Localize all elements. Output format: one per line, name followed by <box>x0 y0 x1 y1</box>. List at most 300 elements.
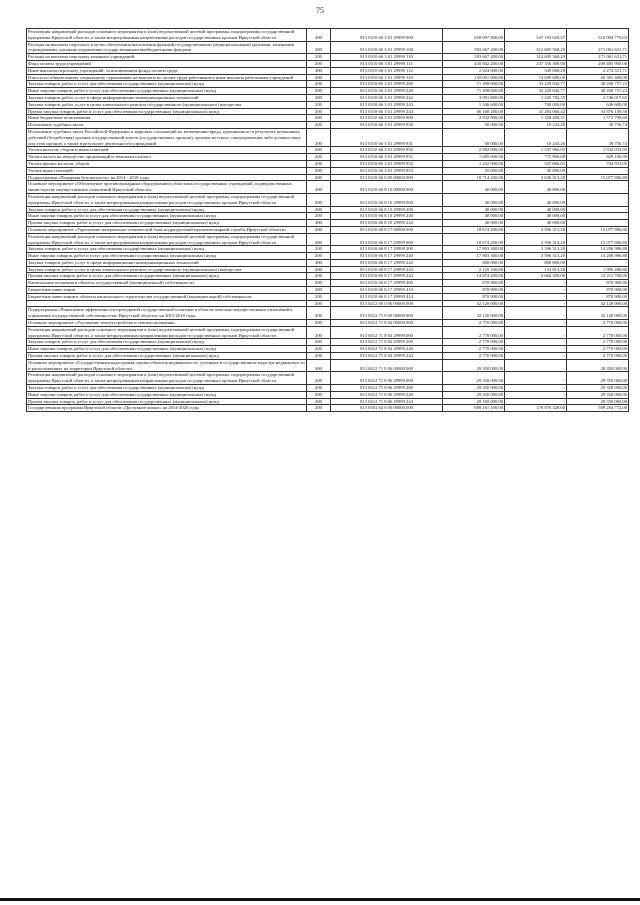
row-name: Фонд оплаты труда учреждений <box>27 60 307 67</box>
row-code-line: 200 <box>307 293 331 300</box>
row-executed-amount: 178 876 328,00 <box>505 405 567 412</box>
row-unexecuted-amount: 60 301 400,00 <box>567 74 629 81</box>
table-row <box>27 81 629 88</box>
row-name: Исполнение судебных актов Российской Федерации и мировых соглашений по возмещению вреда, причиненного в результате незаконных действий (бездействия) органов государственной власти (государственных органов), органов местного самоуправления либо должностных лиц этих органов, а также в результате деятельности учреждений <box>27 128 307 146</box>
row-name: Реализация направлений расходов основного мероприятия и (или) ведомственной целевой программы, подпрограммы государственной программы Иркутской области, а также непрограммным направлениям расходов государственных органов Иркутской области <box>27 326 307 339</box>
row-name: Реализация направлений расходов основного мероприятия и (или) ведомственной целевой программы, подпрограммы государственной программы Иркутской области, а также непрограммным направлениям расходов государственных органов Иркутской области <box>27 372 307 385</box>
row-code-line: 200 <box>307 326 331 339</box>
row-approved-amount: 2 932 000,00 <box>443 115 505 122</box>
row-unexecuted-amount: 2 770 000,00 <box>567 326 629 339</box>
row-approved-amount: 1 232 000,00 <box>443 160 505 167</box>
row-unexecuted-amount: 39 756,74 <box>567 122 629 129</box>
row-unexecuted-amount: 829 100,00 <box>567 154 629 161</box>
row-name: Основное мероприятие «Улучшение землеустройства и землепользования» <box>27 320 307 327</box>
row-executed-amount: 133 813,20 <box>505 266 567 273</box>
row-name: Основное мероприятие «Обеспечение противопожарным оборудованием областных государственных учреждений, подведомственных министерству имущественных отношений Иркутской области» <box>27 181 307 194</box>
row-unexecuted-amount: 29 350 000,00 <box>567 391 629 398</box>
row-name: Расходы на выплаты персоналу казенных учреждений <box>27 54 307 61</box>
row-unexecuted-amount: 509 284 772,00 <box>567 405 629 412</box>
row-name: Закупка товаров, работ, услуг в целях капитального ремонта государственного (муниципального) имущества <box>27 266 307 273</box>
row-unexecuted-amount: 32 120 000,00 <box>567 307 629 320</box>
row-code-line: 200 <box>307 60 331 67</box>
row-budget-code: 813 0310 66 8 10 29999 244 <box>331 220 443 227</box>
row-unexecuted-amount: 271 061 631,71 <box>567 41 629 54</box>
row-approved-amount: 71 498 600,00 <box>443 81 505 88</box>
table-row <box>27 259 629 266</box>
row-name: Иные выплаты персоналу учреждений, за исключением фонда оплаты труда <box>27 67 307 74</box>
row-budget-code: 813 0412 71 8 00 00000 000 <box>331 307 443 320</box>
row-executed-amount: 45 000,00 <box>505 167 567 174</box>
row-code-line: 200 <box>307 154 331 161</box>
table-row <box>27 359 629 372</box>
table-row <box>27 226 629 233</box>
row-code-line: 200 <box>307 101 331 108</box>
row-code-line: 200 <box>307 266 331 273</box>
row-unexecuted-amount: 870 900,00 <box>567 293 629 300</box>
row-name: Закупка товаров, работ, услуг в сфере информационно-коммуникационных технологий <box>27 259 307 266</box>
table-row <box>27 54 629 61</box>
table-row <box>27 154 629 161</box>
row-budget-code: 813 0310 66 3 01 29999 830 <box>331 122 443 129</box>
row-executed-amount: 549 668,29 <box>505 67 567 74</box>
row-approved-amount: 658 097 800,00 <box>443 29 505 42</box>
table-row <box>27 181 629 194</box>
row-name: Прочая закупка товаров, работ и услуг для обеспечения государственных (муниципальных) нужд <box>27 353 307 360</box>
row-code-line: 200 <box>307 193 331 206</box>
table-row <box>27 167 629 174</box>
row-executed-amount: - <box>505 339 567 346</box>
row-code-line: 200 <box>307 88 331 95</box>
row-executed-amount: 1 347 966,05 <box>505 147 567 154</box>
row-executed-amount: - <box>505 300 567 307</box>
row-name: Уплата налогов, сборов и иных платежей <box>27 147 307 154</box>
row-approved-amount: 18 714 200,00 <box>443 174 505 181</box>
budget-table-body <box>27 29 629 412</box>
row-code-line: 200 <box>307 181 331 194</box>
row-unexecuted-amount: 646 600,00 <box>567 101 629 108</box>
row-budget-code: 813 0310 66 3 01 29999 851 <box>331 154 443 161</box>
row-approved-amount: 2 770 000,00 <box>443 353 505 360</box>
table-row <box>27 94 629 101</box>
row-budget-code: 813 0310 66 3 01 29999 111 <box>331 60 443 67</box>
row-unexecuted-amount: 870 900,00 <box>567 287 629 294</box>
row-unexecuted-amount: - <box>567 259 629 266</box>
row-approved-amount: 50 000,00 <box>443 122 505 129</box>
row-name: Подпрограмма «Пожарная безопасность» на 2014 - 2018 годы <box>27 174 307 181</box>
row-executed-amount: 40 000,00 <box>505 193 567 206</box>
row-approved-amount: 870 900,00 <box>443 293 505 300</box>
row-executed-amount: 775 900,00 <box>505 154 567 161</box>
row-name: Прочая закупка товаров, работ и услуг для обеспечения государственных (муниципальных) нужд <box>27 108 307 115</box>
row-approved-amount: 2 129 100,00 <box>443 266 505 273</box>
row-executed-amount: 1 358 209,31 <box>505 115 567 122</box>
row-approved-amount: 583 667 200,00 <box>443 41 505 54</box>
table-row <box>27 280 629 287</box>
row-budget-code: 813 0412 71 8 02 29999 244 <box>331 353 443 360</box>
table-row <box>27 233 629 246</box>
table-row <box>27 385 629 392</box>
row-code-line: 200 <box>307 346 331 353</box>
row-code-line: 200 <box>307 220 331 227</box>
row-budget-code: 813 0310 66 3 01 29999 110 <box>331 54 443 61</box>
table-row <box>27 220 629 227</box>
table-row <box>27 60 629 67</box>
row-budget-code: 813 0310 66 8 17 29999 414 <box>331 293 443 300</box>
row-code-line: 200 <box>307 273 331 280</box>
row-budget-code: 813 0310 66 3 01 29999 244 <box>331 108 443 115</box>
table-row <box>27 67 629 74</box>
row-unexecuted-amount: - <box>567 181 629 194</box>
row-budget-code: 813 0310 66 3 01 29999 850 <box>331 147 443 154</box>
row-name: Закупка товаров, работ и услуг для обеспечения государственных (муниципальных) нужд <box>27 81 307 88</box>
row-executed-amount: 40 000,00 <box>505 213 567 220</box>
row-unexecuted-amount: - <box>567 193 629 206</box>
row-unexecuted-amount: 38 268 757,23 <box>567 88 629 95</box>
row-budget-code: 813 0310 66 3 01 29999 852 <box>331 160 443 167</box>
table-row <box>27 391 629 398</box>
row-name: Закупка товаров, работ и услуг для обеспечения государственных (муниципальных) нужд <box>27 385 307 392</box>
table-row <box>27 213 629 220</box>
row-unexecuted-amount: 2 746 017,65 <box>567 94 629 101</box>
row-budget-code: 813 0310 66 3 01 29999 100 <box>331 41 443 54</box>
row-unexecuted-amount: 29 350 000,00 <box>567 398 629 405</box>
row-unexecuted-amount: 15 077 886,80 <box>567 233 629 246</box>
row-executed-amount: 2 662 500,00 <box>505 273 567 280</box>
row-executed-amount: 40 000,00 <box>505 206 567 213</box>
row-unexecuted-amount: 29 350 000,00 <box>567 372 629 385</box>
row-unexecuted-amount: 34 876 139,58 <box>567 108 629 115</box>
row-name: Закупка товаров, работ, услуг в целях капитального ремонта государственного (муниципального) имущества <box>27 101 307 108</box>
row-approved-amount: 40 000,00 <box>443 206 505 213</box>
page-number: 75 <box>316 6 324 15</box>
row-name: Государственная программа Иркутской области «Доступное жилье» на 2014-2020 годы <box>27 405 307 412</box>
row-code-line: 200 <box>307 385 331 392</box>
row-approved-amount: 2 824 000,00 <box>443 67 505 74</box>
row-budget-code: 813 0310 66 3 01 29999 200 <box>331 81 443 88</box>
table-row <box>27 193 629 206</box>
table-row <box>27 273 629 280</box>
row-approved-amount: 688 161 100,00 <box>443 405 505 412</box>
row-unexecuted-amount: 14 206 986,80 <box>567 253 629 260</box>
row-approved-amount: 29 350 000,00 <box>443 359 505 372</box>
budget-table <box>26 28 629 412</box>
row-name: Расходы на выплаты персоналу в целях обеспечения выполнения функций государственными (муниципальными) органами, казенными учреждениями, органами управления государственными внебюджетными фондами <box>27 41 307 54</box>
row-budget-code: 813 0412 71 8 02 29999 240 <box>331 346 443 353</box>
row-budget-code: 813 0310 66 3 01 29999 831 <box>331 128 443 146</box>
row-approved-amount: 32 120 000,00 <box>443 307 505 320</box>
row-budget-code: 813 0310 66 8 17 29999 244 <box>331 273 443 280</box>
table-row <box>27 372 629 385</box>
row-name <box>27 300 307 307</box>
row-executed-amount: 33 229 842,77 <box>505 81 567 88</box>
row-approved-amount: 50 000,00 <box>443 128 505 146</box>
row-budget-code: 813 0310 66 8 17 29999 400 <box>331 280 443 287</box>
row-code-line: 200 <box>307 246 331 253</box>
row-code-line: 200 <box>307 287 331 294</box>
table-row <box>27 122 629 129</box>
row-name: Реализация направлений расходов основного мероприятия и (или) ведомственной целевой программы, подпрограммы государственной программы Иркутской области, а также непрограммным направлениям расходов государственных органов Иркутской области <box>27 193 307 206</box>
row-name: Закупка товаров, работ и услуг для обеспечения государственных (муниципальных) нужд <box>27 206 307 213</box>
row-budget-code: 813 0412 71 8 06 00000 000 <box>331 359 443 372</box>
row-budget-code: 813 0310 66 3 01 29999 800 <box>331 115 443 122</box>
row-name: Бюджетные инвестиции в объекты капитального строительства государственной (муниципальной) собственности <box>27 293 307 300</box>
row-approved-amount: 870 900,00 <box>443 287 505 294</box>
row-approved-amount: 1 605 000,00 <box>443 154 505 161</box>
table-row <box>27 405 629 412</box>
row-approved-amount: 40 000,00 <box>443 181 505 194</box>
row-budget-code: 813 0310 66 3 01 29999 242 <box>331 94 443 101</box>
row-name: Бюджетные инвестиции <box>27 287 307 294</box>
row-budget-code: 813 0310 66 8 17 29999 000 <box>331 233 443 246</box>
row-executed-amount: 40 000,00 <box>505 181 567 194</box>
row-code-line: 200 <box>307 405 331 412</box>
row-approved-amount: 2 882 000,00 <box>443 147 505 154</box>
row-unexecuted-amount: 2 770 000,00 <box>567 346 629 353</box>
row-code-line: 200 <box>307 359 331 372</box>
row-code-line: 200 <box>307 253 331 260</box>
row-budget-code: 813 0310 66 8 00 00000 000 <box>331 174 443 181</box>
row-approved-amount: 2 770 000,00 <box>443 320 505 327</box>
row-unexecuted-amount: - <box>567 213 629 220</box>
row-name: Иные закупки товаров, работ и услуг для обеспечения государственных (муниципальных) нужд <box>27 391 307 398</box>
row-approved-amount: 71 498 600,00 <box>443 88 505 95</box>
table-row <box>27 174 629 181</box>
table-row <box>27 326 629 339</box>
row-code-line: 200 <box>307 54 331 61</box>
row-executed-amount: - <box>505 391 567 398</box>
row-approved-amount: 14 874 200,00 <box>443 273 505 280</box>
row-executed-amount: 800 000,00 <box>505 259 567 266</box>
row-approved-amount: 66 160 200,00 <box>443 108 505 115</box>
row-name: Прочая закупка товаров, работ и услуг для обеспечения государственных (муниципальных) нужд <box>27 220 307 227</box>
row-code-line: 200 <box>307 41 331 54</box>
row-code-line: 200 <box>307 339 331 346</box>
row-unexecuted-amount: 38 268 757,23 <box>567 81 629 88</box>
row-budget-code: 813 0310 66 3 01 29999 240 <box>331 88 443 95</box>
row-code-line: 200 <box>307 307 331 320</box>
row-budget-code: 813 0310 66 8 10 29999 200 <box>331 206 443 213</box>
row-approved-amount: 18 674 200,00 <box>443 233 505 246</box>
row-code-line: 200 <box>307 122 331 129</box>
row-unexecuted-amount: 14 206 986,80 <box>567 246 629 253</box>
row-executed-amount: 74 699 600,00 <box>505 74 567 81</box>
row-code-line: 200 <box>307 233 331 246</box>
row-budget-code: 813 0310 66 8 17 29999 200 <box>331 246 443 253</box>
row-code-line: 200 <box>307 280 331 287</box>
row-unexecuted-amount: 704 933,95 <box>567 160 629 167</box>
row-name: Закупка товаров, работ, услуг в сфере информационно-коммуникационных технологий <box>27 94 307 101</box>
row-code-line: 200 <box>307 372 331 385</box>
row-unexecuted-amount: 1 995 286,80 <box>567 266 629 273</box>
row-name: Взносы по обязательному социальному страхованию на выплаты по оплате труда работников и иные выплаты работникам учреждений <box>27 74 307 81</box>
row-budget-code: 813 0310 66 8 10 00000 000 <box>331 181 443 194</box>
row-budget-code: 813 0310 66 3 01 29999 119 <box>331 74 443 81</box>
row-executed-amount: 312 605 568,29 <box>505 41 567 54</box>
row-unexecuted-amount: - <box>567 220 629 227</box>
row-budget-code: 813 0412 71 8 06 29999 000 <box>331 372 443 385</box>
row-unexecuted-amount: 870 900,00 <box>567 280 629 287</box>
row-approved-amount: 29 350 000,00 <box>443 385 505 392</box>
row-unexecuted-amount: - <box>567 167 629 174</box>
row-code-line: 200 <box>307 74 331 81</box>
row-executed-amount: - <box>505 293 567 300</box>
row-code-line: 200 <box>307 29 331 42</box>
row-unexecuted-amount: 29 350 000,00 <box>567 385 629 392</box>
row-approved-amount: 45 000,00 <box>443 167 505 174</box>
row-executed-amount: - <box>505 326 567 339</box>
row-approved-amount: 800 000,00 <box>443 259 505 266</box>
row-name: Уплата налога на имущество организаций и земельного налога <box>27 154 307 161</box>
row-budget-code: 813 0501 64 0 00 00000 000 <box>331 405 443 412</box>
row-approved-amount: 17 803 300,00 <box>443 246 505 253</box>
row-unexecuted-amount: 12 211 700,00 <box>567 273 629 280</box>
table-row <box>27 253 629 260</box>
row-code-line: 200 <box>307 206 331 213</box>
row-name: Уплата иных платежей <box>27 167 307 174</box>
row-name: Основное мероприятие «Государственная кадастровая оценка объектов недвижимости, учтенных в государственном кадастре недвижимости и расположенных на территории Иркутской области» <box>28 359 305 371</box>
row-executed-amount: - <box>505 398 567 405</box>
row-code-line: 200 <box>307 320 331 327</box>
row-budget-code: 813 0310 66 3 01 29999 853 <box>331 167 443 174</box>
row-name: Иные бюджетные ассигнования <box>27 115 307 122</box>
row-executed-amount: 3 596 313,20 <box>505 233 567 246</box>
row-name: Закупка товаров, работ и услуг для обеспечения государственных (муниципальных) нужд <box>27 339 307 346</box>
row-code-line: 200 <box>307 391 331 398</box>
row-executed-amount: - <box>505 307 567 320</box>
row-code-line: 200 <box>307 94 331 101</box>
row-executed-amount: 3 596 313,20 <box>505 246 567 253</box>
row-unexecuted-amount: 1 534 033,95 <box>567 147 629 154</box>
row-executed-amount: - <box>505 353 567 360</box>
row-code-line: 200 <box>307 174 331 181</box>
row-budget-code: 813 0310 66 8 17 29999 242 <box>331 259 443 266</box>
row-code-line: 200 <box>307 213 331 220</box>
row-name: Реализация направлений расходов основного мероприятия и (или) ведомственной целевой программы, подпрограммы государственной программы Иркутской области, а также непрограммным направлениям расходов государственных органов Иркутской области <box>27 29 307 42</box>
table-row <box>27 74 629 81</box>
row-executed-amount: 31 284 060,42 <box>505 108 567 115</box>
row-unexecuted-amount: 2 770 000,00 <box>567 339 629 346</box>
row-unexecuted-amount: 39 756,74 <box>567 128 629 146</box>
row-unexecuted-amount: 2 770 000,00 <box>567 320 629 327</box>
row-executed-amount: 40 000,00 <box>505 220 567 227</box>
row-approved-amount: 40 000,00 <box>443 213 505 220</box>
row-code-line: 200 <box>307 128 331 146</box>
row-executed-amount: - <box>505 320 567 327</box>
row-executed-amount: 10 243,26 <box>505 122 567 129</box>
table-row <box>27 101 629 108</box>
table-row <box>27 147 629 154</box>
table-row <box>27 287 629 294</box>
row-approved-amount: 40 000,00 <box>443 193 505 206</box>
row-code-line: 200 <box>307 398 331 405</box>
row-budget-code: 813 0310 66 8 17 00000 000 <box>331 226 443 233</box>
table-row <box>27 128 629 146</box>
row-executed-amount: 33 229 842,77 <box>505 88 567 95</box>
row-code-line: 200 <box>307 259 331 266</box>
row-budget-code: 813 0310 66 8 10 29999 000 <box>331 193 443 206</box>
row-approved-amount: 40 000,00 <box>443 220 505 227</box>
table-row <box>27 398 629 405</box>
row-code-line: 200 <box>307 167 331 174</box>
table-row <box>27 108 629 115</box>
row-budget-code: 813 0412 00 0 00 00000 000 <box>331 300 443 307</box>
row-code-line: 200 <box>307 160 331 167</box>
table-row <box>27 339 629 346</box>
row-unexecuted-amount: 32 120 000,00 <box>567 300 629 307</box>
row-approved-amount: 3 991 800,00 <box>443 94 505 101</box>
table-row <box>27 300 629 307</box>
row-code-line: 200 <box>307 226 331 233</box>
row-name: Исполнение судебных актов <box>27 122 307 129</box>
row-executed-amount: 700 000,00 <box>505 101 567 108</box>
row-name: Закупка товаров, работ и услуг для обеспечения государственных (муниципальных) нужд <box>27 246 307 253</box>
row-unexecuted-amount: 15 077 886,80 <box>567 174 629 181</box>
table-row <box>27 266 629 273</box>
row-executed-amount: 527 066,05 <box>505 160 567 167</box>
row-executed-amount: - <box>505 346 567 353</box>
table-row <box>27 320 629 327</box>
row-executed-amount: 3 596 313,20 <box>505 253 567 260</box>
row-approved-amount: 2 770 000,00 <box>443 339 505 346</box>
row-unexecuted-amount: 271 061 631,71 <box>567 54 629 61</box>
row-unexecuted-amount: - <box>567 206 629 213</box>
row-executed-amount: 312 605 568,29 <box>505 54 567 61</box>
row-unexecuted-amount: 29 350 000,00 <box>567 359 629 372</box>
row-code-line: 200 <box>307 147 331 154</box>
row-name: Иные закупки товаров, работ и услуг для обеспечения государственных (муниципальных) нужд <box>27 213 307 220</box>
row-unexecuted-amount: 2 770 000,00 <box>567 353 629 360</box>
row-name: Основное мероприятие «Укрепление материально-технической базы подразделений противопожарной службы Иркутской области» <box>27 226 307 233</box>
row-code-line: 200 <box>307 300 331 307</box>
row-budget-code: 813 0310 66 8 17 29999 240 <box>331 253 443 260</box>
row-unexecuted-amount: 310 904 779,63 <box>567 29 629 42</box>
row-name: Капитальные вложения в объекты государственной (муниципальной) собственности <box>27 280 307 287</box>
table-row <box>27 307 629 320</box>
row-name: Иные закупки товаров, работ и услуг для обеспечения государственных (муниципальных) нужд <box>27 253 307 260</box>
row-executed-amount: - <box>505 359 567 372</box>
row-code-line: 200 <box>307 115 331 122</box>
row-approved-amount: 2 770 000,00 <box>443 346 505 353</box>
row-executed-amount: - <box>505 372 567 385</box>
row-unexecuted-amount: 15 077 886,80 <box>567 226 629 233</box>
row-executed-amount: - <box>505 287 567 294</box>
row-name: Прочая закупка товаров, работ и услуг для обеспечения государственных (муниципальных) нужд <box>27 273 307 280</box>
table-row <box>27 353 629 360</box>
table-row <box>27 293 629 300</box>
row-executed-amount: 1 245 782,35 <box>505 94 567 101</box>
row-budget-code: 813 0310 66 3 01 29999 112 <box>331 67 443 74</box>
row-approved-amount: 1 346 600,00 <box>443 101 505 108</box>
table-row <box>27 246 629 253</box>
row-budget-code: 813 0310 66 3 01 29999 000 <box>331 29 443 42</box>
row-budget-code: 813 0412 71 8 02 29999 200 <box>331 339 443 346</box>
row-code-line: 200 <box>307 108 331 115</box>
row-budget-code: 813 0310 66 8 10 29999 240 <box>331 213 443 220</box>
row-budget-code: 813 0412 71 8 06 29999 200 <box>331 385 443 392</box>
row-executed-amount: 10 243,26 <box>505 128 567 146</box>
table-row <box>27 346 629 353</box>
table-row <box>27 29 629 42</box>
table-row <box>27 41 629 54</box>
row-approved-amount: 445 842 200,00 <box>443 60 505 67</box>
row-executed-amount: 3 636 313,20 <box>505 174 567 181</box>
row-executed-amount: 237 356 300,00 <box>505 60 567 67</box>
row-name: Иные закупки товаров, работ и услуг для обеспечения государственных (муниципальных) нужд <box>27 88 307 95</box>
row-approved-amount: 32 120 000,00 <box>443 300 505 307</box>
row-budget-code: 813 0310 66 8 17 29999 243 <box>331 266 443 273</box>
row-approved-amount: 29 350 000,00 <box>443 398 505 405</box>
row-executed-amount: 3 596 313,20 <box>505 226 567 233</box>
